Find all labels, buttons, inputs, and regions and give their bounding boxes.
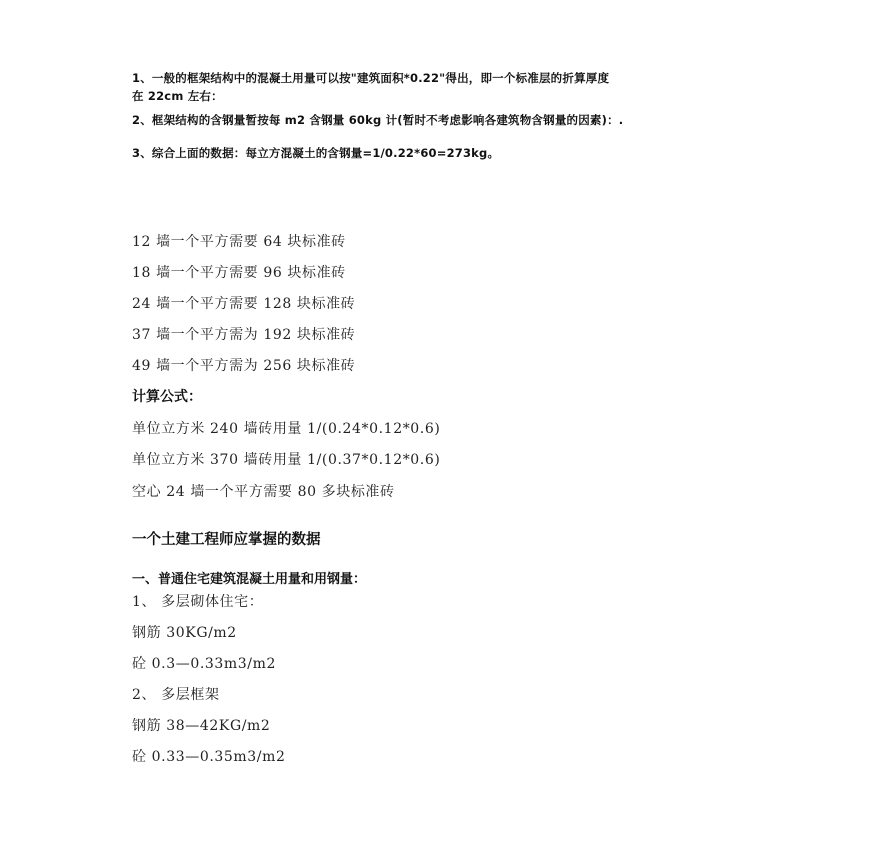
item-masonry-residential: 1、 多层砌体住宅：: [132, 594, 264, 610]
formula-heading: 计算公式：: [132, 389, 202, 405]
item-masonry-steel: 钢筋 30KG/m2: [132, 625, 237, 641]
brick-line-18: 18 墙一个平方需要 96 块标准砖: [132, 265, 346, 281]
item-multistory-frame: 2、 多层框架: [132, 687, 220, 703]
formula-line-hollow-24: 空心 24 墙一个平方需要 80 多块标准砖: [132, 484, 395, 500]
item-frame-steel: 钢筋 38—42KG/m2: [132, 718, 271, 734]
intro-paragraph-2: 2、框架结构的含钢量暂按每 m2 含钢量 60kg 计(暂时不考虑影响各建筑物含钢量的因素)：.: [132, 113, 624, 127]
brick-line-49: 49 墙一个平方需为 256 块标准砖: [132, 358, 356, 374]
brick-line-12: 12 墙一个平方需要 64 块标准砖: [132, 234, 346, 250]
residential-heading: 一、普通住宅建筑混凝土用量和用钢量：: [132, 572, 367, 587]
intro-paragraph-1-line-1: 1、一般的框架结构中的混凝土用量可以按"建筑面积*0.22"得出，即一个标准层的折算厚度: [132, 71, 610, 85]
engineer-section-title: 一个土建工程师应掌握的数据: [132, 532, 321, 548]
intro-paragraph-3: 3、综合上面的数据：每立方混凝土的含钢量=1/0.22*60=273kg。: [132, 146, 500, 160]
item-masonry-concrete: 砼 0.3—0.33m3/m2: [132, 656, 276, 672]
formula-line-370: 单位立方米 370 墙砖用量 1/(0.37*0.12*0.6): [132, 452, 441, 468]
brick-line-37: 37 墙一个平方需为 192 块标准砖: [132, 327, 356, 343]
brick-line-24: 24 墙一个平方需要 128 块标准砖: [132, 296, 356, 312]
intro-paragraph-1-line-2: 在 22cm 左右：: [132, 89, 223, 103]
formula-line-240: 单位立方米 240 墙砖用量 1/(0.24*0.12*0.6): [132, 421, 441, 437]
item-frame-concrete: 砼 0.33—0.35m3/m2: [132, 749, 286, 765]
